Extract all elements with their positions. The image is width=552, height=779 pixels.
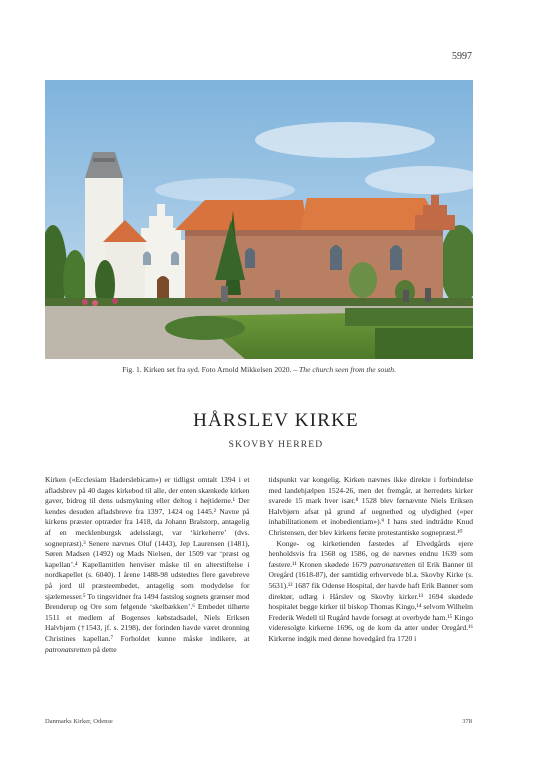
footer-page-number: 378 xyxy=(462,718,472,725)
paragraph: tidspunkt var kongelig. Kirken nævnes ikke direkte i forbindelse med landehjælpen 1524-26, men det fremgår, at herredets kirker svarede 15 mark hver især.⁸ 1528 blev førnævnte Niels Eriksen Halvbjørn afsat på grund af uegnethed og ulydighed («per inhabilitationem et inobedientiam»).⁹ I hans sted indtrådte Knud Christensen, der blev kirkens første protestantiske sognepræst.¹⁰ xyxy=(268,475,473,537)
church-illustration xyxy=(45,80,473,359)
footer-publication: Danmarks Kirker, Odense xyxy=(45,718,113,725)
paragraph-text: Kirken («Ecclesiam Haderslebicam») er tidligst omtalt 1394 i et afladsbrev på 40 dages kirkebod til alle, der enten skænkede kirken gaver, bidrog til dens udsmykning eller deltog i højtiderne.¹ Der kendes desuden afladsbreve fra 1397, 1424 og 1445.² Navne på kirkens præster optræder fra 1418, da Johann Bralstorp, antagelig af en mecklenburgsk adelsslægt, var ‘kirkeherre’ (dvs. sognepræst).³ Senere nævnes Oluf (1443), Jep Laurensen (1481), Søren Madsen (1492) og Mads Nielsen, der 1509 var ‘præst og kapellan’.⁴ Kapellantitlen henviser måske til en alterstiftelse i nordkapellet (s. 6040). I årene 1488-98 udstedtes flere gavebreve på jord til præsteembedet, antagelig som modydelse for sjælemesser.⁵ To tingsvidner fra 1494 fastslog sognets grænser mod Brenderup og Ore som følgende ‘skelbækken’.⁶ Embedet tilhørte 1511 et medlem af Bogenses købstadsadel, Niels Eriksen Halvbjørn (†1543, jf. s. 2198), der forinden havde været dronning Christines kapellan.⁷ Forholdet kunne måske indikere, at xyxy=(45,475,250,643)
caption-end: . xyxy=(394,365,396,374)
paragraph-emphasis: patronatsretten xyxy=(369,559,416,569)
page-subtitle: SKOVBY HERRED xyxy=(228,440,324,450)
paragraph-text: til Erik Banner til Oregård (1618-87), der samtidig erhvervede bl.a. Skovby Kirke (s. 5631).¹² 1687 fik Odense Hospital, der havde haft Erik Banner som direktør, udlæg i Hårslev og Skovby kirker.¹³ 1694 skødede hospitalet begge kirker til biskop Thomas Kingo,¹⁴ selvom Wilhelm Frederik Wedell til Rugård havde forsøgt at overbyde ham.¹⁵ Kingo videresolgte kirkerne 1696, og de kom da atter under Oregård.¹⁶ Kirkerne indgik med denne hovedgård fra 1720 i xyxy=(268,559,473,643)
text-column-left xyxy=(45,475,250,685)
text-column-right xyxy=(269,475,474,685)
page-title: HÅRSLEV KIRKE xyxy=(193,410,359,431)
paragraph-tail: på dette xyxy=(90,644,117,654)
paragraph xyxy=(269,539,474,645)
paragraph-emphasis: patronatsretten xyxy=(45,644,91,654)
church-photo xyxy=(45,80,473,359)
body-text xyxy=(45,475,473,685)
figure-caption xyxy=(45,365,473,374)
caption-text: Fig. 1. Kirken set fra syd. Foto Arnold Mikkelsen 2020. – xyxy=(122,365,298,374)
caption-english: The church seen from the south xyxy=(299,365,395,374)
paragraph-text: Konge- og kirketienden fæstedes af Elvedgårds ejere henholdsvis fra 1568 og 1586, og de nævnes endnu 1639 som fæstere.¹¹ Kronen skødede 1679 xyxy=(268,538,473,569)
paragraph xyxy=(45,475,250,655)
page-number: 5997 xyxy=(452,51,472,62)
